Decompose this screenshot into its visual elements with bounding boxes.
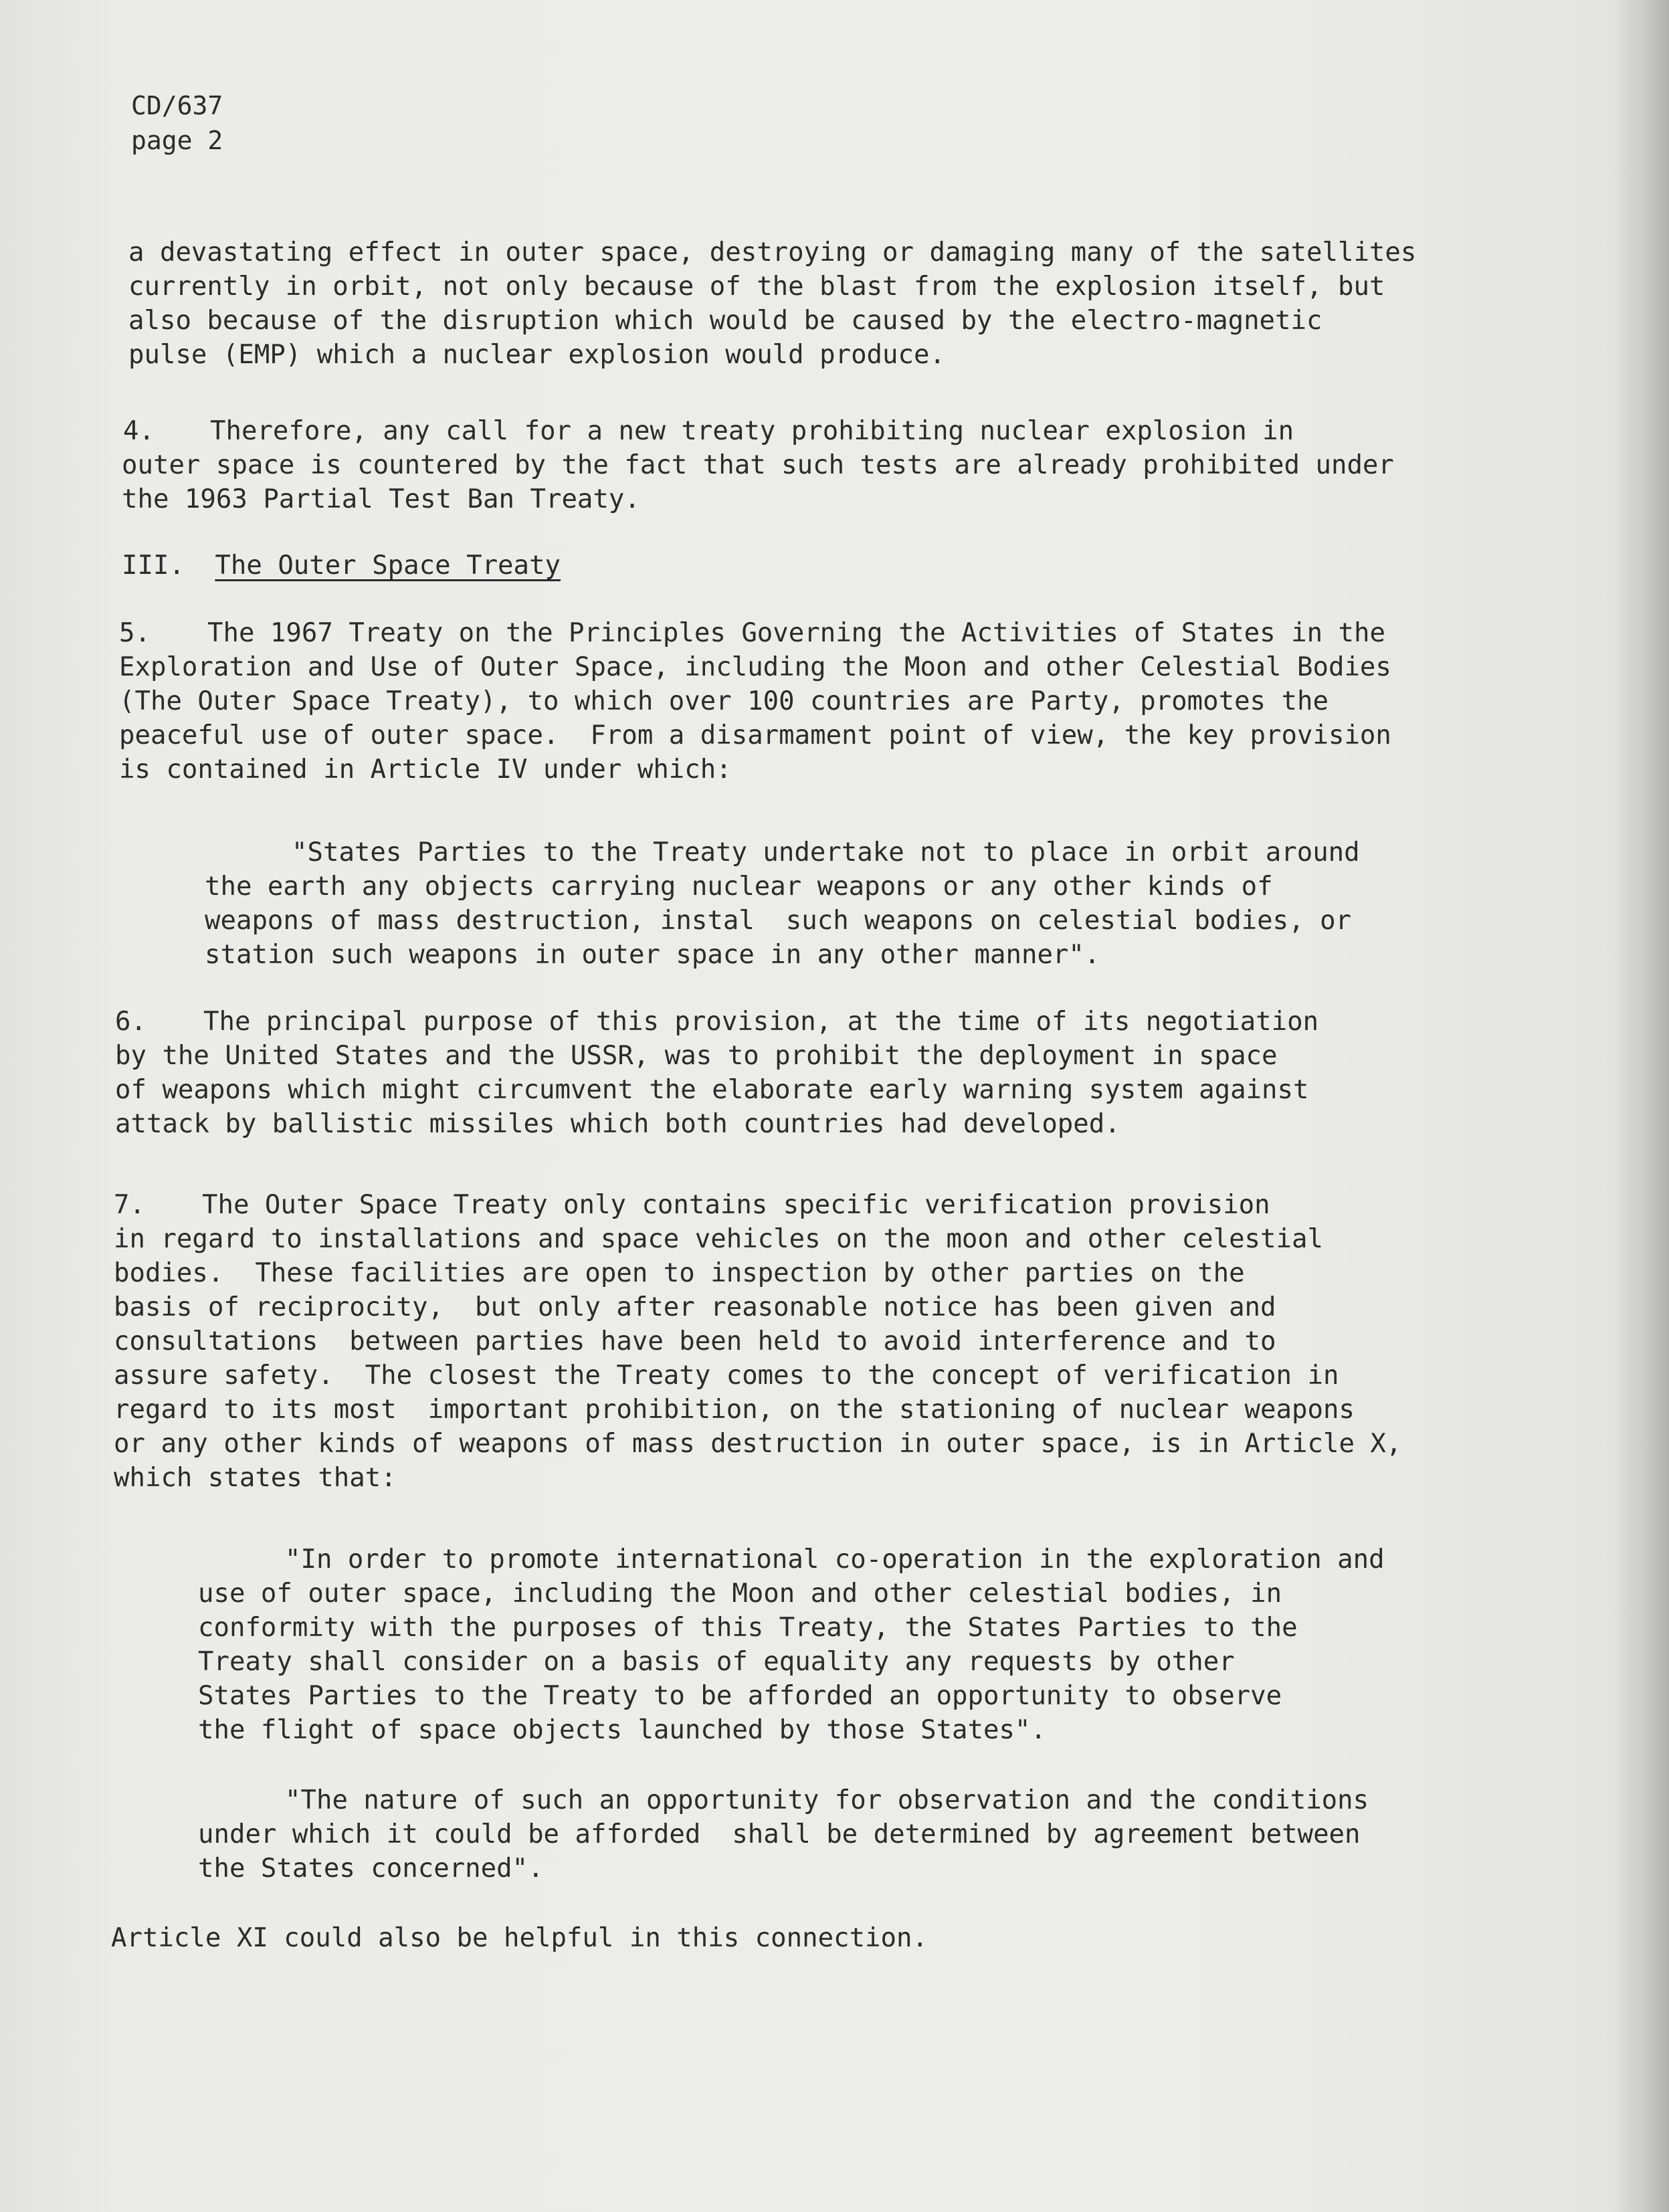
section-numeral: III. (122, 550, 185, 581)
quote-article-x: "In order to promote international co-operation in the exploration and use of outer space, including the Moon and other celestial bodies, in conformity with the purposes of this Treaty, the States Parties to the Treaty shall consider on a basis of equality any requests by other States Parties to the Treaty to be afforded an opportunity to observe the flight of space objects launched by those States". (198, 1544, 1385, 1745)
paragraph-6-text: The principal purpose of this provision, at the time of its negotiation by the United States and the USSR, was to prohibit the deployment in space of weapons which might circumvent the elaborate early warning system against attack by ballistic missiles which both countries had developed. (115, 1007, 1319, 1139)
paragraph-5-number: 5. (119, 618, 151, 648)
page-edge-shadow (1615, 0, 1669, 2212)
paragraph-4-number: 4. (123, 416, 155, 446)
closing-sentence: Article XI could also be helpful in this connection. (111, 1923, 928, 1953)
paragraph-5-text: The 1967 Treaty on the Principles Governing the Activities of States in the Exploration and Use of Outer Space, including the Moon and other Celestial Bodies (The Outer Space Treaty), to which over 100 countries are Party, promotes the peaceful use of outer space. From a disarmament point of view, the key provision is contained in Article IV under which: (119, 618, 1391, 785)
section-heading (122, 548, 561, 583)
document-id: CD/637 (131, 91, 223, 120)
paragraph-4-text: Therefore, any call for a new treaty prohibiting nuclear explosion in outer space is countered by the fact that such tests are already prohibited under the 1963 Partial Test Ban Treaty. (122, 416, 1394, 514)
page-number: page 2 (131, 126, 223, 155)
quote-article-iv: "States Parties to the Treaty undertake not to place in orbit around the earth any objects carrying nuclear weapons or any other kinds of weapons of mass destruction, instal such weapons on celestial bodies, or station such weapons in outer space in any other manner". (205, 837, 1360, 970)
section-title: The Outer Space Treaty (215, 550, 561, 581)
paragraph-6-number: 6. (115, 1007, 146, 1037)
paragraph-7-number: 7. (114, 1190, 145, 1220)
page-header (131, 88, 223, 158)
quote-article-x-continued: "The nature of such an opportunity for observation and the conditions under which it could be afforded shall be determined by agreement between the States concerned". (198, 1785, 1369, 1884)
paragraph-7-text: The Outer Space Treaty only contains specific verification provision in regard to installations and space vehicles on the moon and other celestial bodies. These facilities are open to inspection by other parties on the basis of reciprocity, but only after reasonable notice has been given and consultations between parties have been held to avoid interference and to assure safety. The closest the Treaty comes to the concept of verification in regard to its most important prohibition, on the stationing of nuclear weapons or any other kinds of weapons of mass destruction in outer space, is in Article X, which states that: (114, 1190, 1402, 1493)
continued-paragraph: a devastating effect in outer space, destroying or damaging many of the satellites currently in orbit, not only because of the blast from the explosion itself, but also because of the disruption which would be caused by the electro-magnetic pulse (EMP) which a nuclear explosion would produce. (128, 237, 1417, 370)
